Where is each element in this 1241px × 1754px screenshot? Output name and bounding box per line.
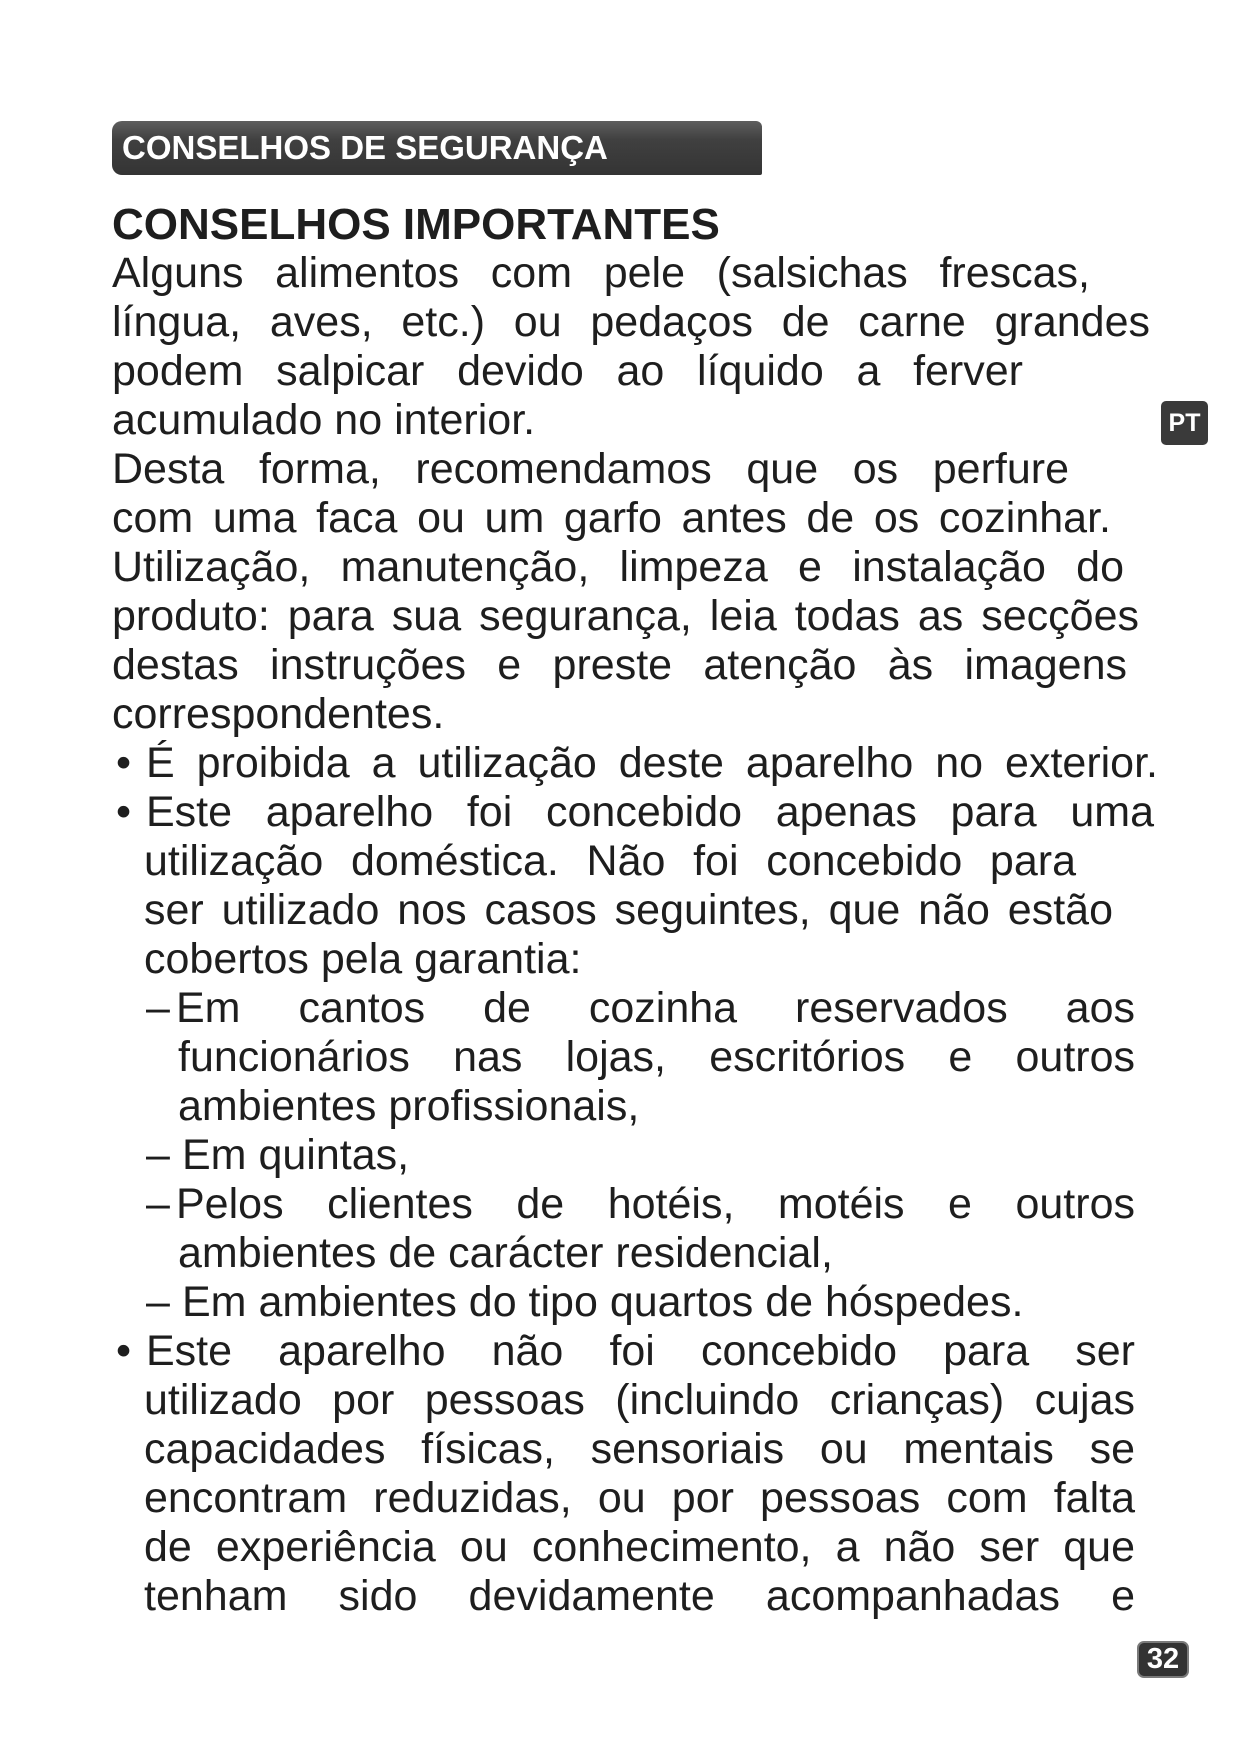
text-line (112, 298, 1150, 347)
text-line (144, 886, 1113, 935)
section-heading: CONSELHOS IMPORTANTES (112, 200, 720, 249)
text-line-content: Utilização, manutenção, limpeza e instalação do (112, 543, 1124, 591)
text-line-content: ser utilizado nos casos seguintes, que não estão (144, 886, 1113, 934)
text-line-content: Desta forma, recomendamos que os perfure (112, 445, 1069, 493)
text-line-content: utilizado por pessoas (incluindo crianças) cujas (144, 1376, 1135, 1424)
text-line-content: É proibida a utilização deste aparelho no exterior. (146, 739, 1158, 787)
bullet-item (116, 1327, 1135, 1376)
bullet-item (116, 788, 1154, 837)
text-line-content: podem salpicar devido ao líquido a ferver (112, 347, 1023, 395)
text-line-content: destas instruções e preste atenção às imagens (112, 641, 1127, 689)
text-line-content: encontram reduzidas, ou por pessoas com falta (144, 1474, 1135, 1522)
text-line (144, 1572, 1135, 1621)
text-line (112, 396, 1241, 445)
section-title-bar: CONSELHOS DE SEGURANÇA (112, 121, 762, 175)
text-line-content: Pelos clientes de hotéis, motéis e outros (176, 1180, 1135, 1228)
text-line (112, 249, 1090, 298)
text-line-content: cobertos pela garantia: (144, 935, 582, 983)
bullet-item (116, 739, 1158, 788)
text-line (144, 1376, 1135, 1425)
text-line-content: Este aparelho foi concebido apenas para uma (146, 788, 1154, 836)
text-line (144, 1523, 1135, 1572)
text-line-content: Em cantos de cozinha reservados aos (176, 984, 1135, 1032)
text-line-content: utilização doméstica. Não foi concebido para (144, 837, 1076, 885)
text-line-content: capacidades físicas, sensoriais ou mentais se (144, 1425, 1135, 1473)
text-line (144, 837, 1076, 886)
text-line-content: Em ambientes do tipo quartos de hóspedes. (182, 1278, 1024, 1326)
text-line (112, 641, 1127, 690)
text-line (112, 445, 1069, 494)
text-line-content: funcionários nas lojas, escritórios e outros (178, 1033, 1135, 1081)
dash-marker: – (146, 984, 170, 1032)
language-tab: PT (1161, 401, 1208, 445)
bullet-marker: • (116, 1327, 132, 1375)
text-line-content: Este aparelho não foi concebido para ser (146, 1327, 1135, 1375)
text-line-content: produto: para sua segurança, leia todas as secções (112, 592, 1139, 640)
text-line-content: Em quintas, (182, 1131, 410, 1179)
text-line-content: tenham sido devidamente acompanhadas e (144, 1572, 1135, 1620)
text-line-content: acumulado no interior. (112, 396, 536, 444)
dash-marker: – (146, 1131, 170, 1179)
dash-item (146, 1131, 1241, 1180)
text-line (144, 1425, 1135, 1474)
text-line-content: de experiência ou conhecimento, a não ser que (144, 1523, 1135, 1571)
text-line (178, 1082, 1241, 1131)
text-line-content: língua, aves, etc.) ou pedaços de carne grandes (112, 298, 1150, 346)
text-line (144, 1474, 1135, 1523)
text-line-content: ambientes profissionais, (178, 1082, 640, 1130)
text-line (112, 543, 1124, 592)
text-line (112, 592, 1139, 641)
bullet-marker: • (116, 788, 132, 836)
text-line (144, 935, 1241, 984)
text-line-content: com uma faca ou um garfo antes de os cozinhar. (112, 494, 1111, 542)
text-line-content: ambientes de carácter residencial, (178, 1229, 833, 1277)
dash-marker: – (146, 1180, 170, 1228)
dash-item (146, 1180, 1135, 1229)
text-line (112, 347, 1023, 396)
text-line (178, 1033, 1135, 1082)
text-line-content: correspondentes. (112, 690, 445, 738)
text-line (178, 1229, 1241, 1278)
text-line (112, 494, 1111, 543)
page-number: 32 (1137, 1641, 1189, 1678)
dash-item (146, 1278, 1241, 1327)
bullet-marker: • (116, 739, 132, 787)
dash-item (146, 984, 1135, 1033)
dash-marker: – (146, 1278, 170, 1326)
text-line (112, 690, 1241, 739)
document-body (0, 200, 1241, 1621)
text-line-content: Alguns alimentos com pele (salsichas frescas, (112, 249, 1090, 297)
